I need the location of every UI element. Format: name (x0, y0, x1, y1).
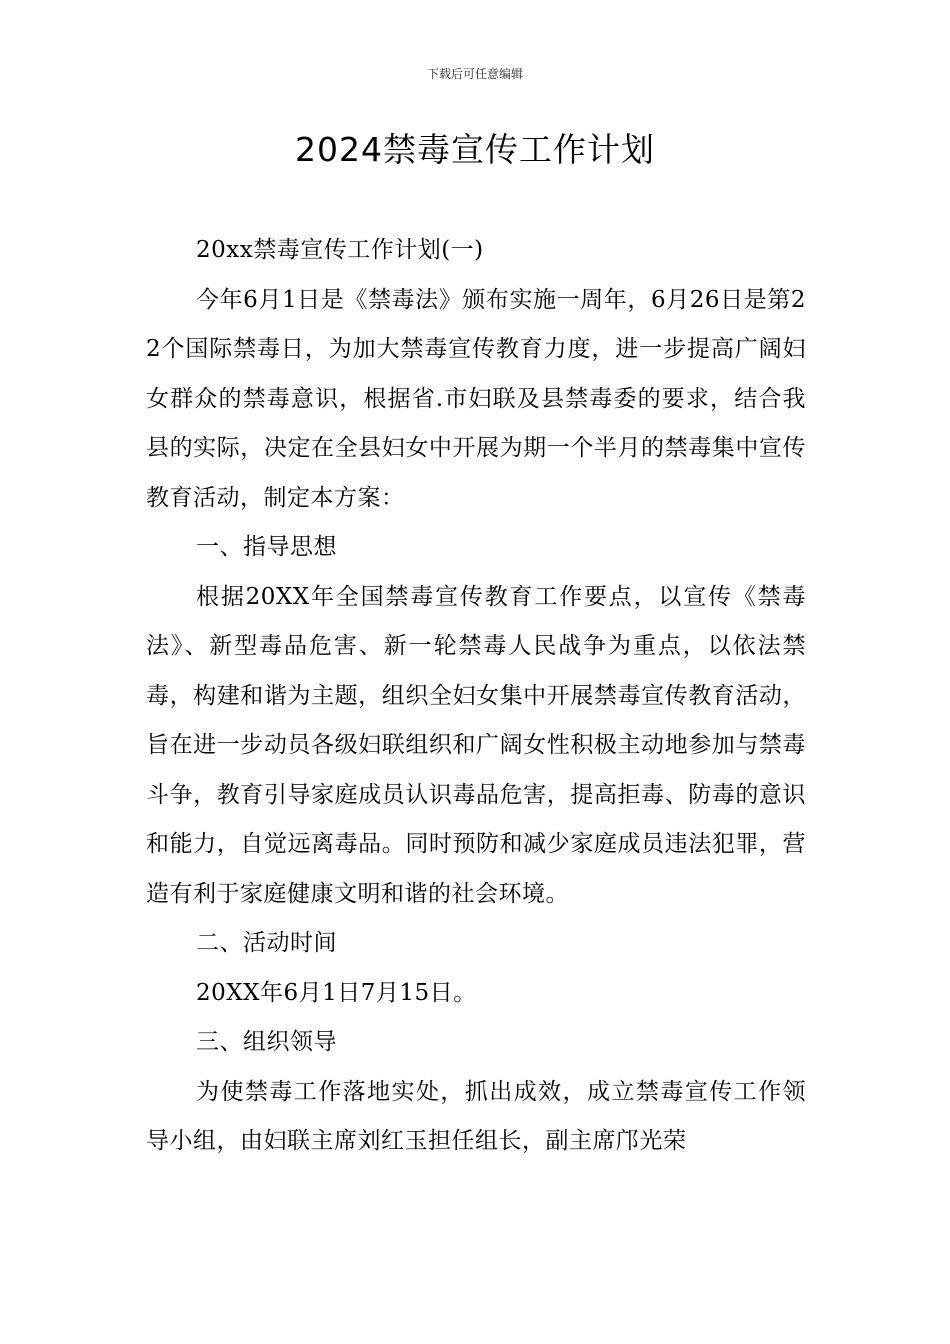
section-heading-activity-time: 二、活动时间 (196, 930, 337, 956)
subtitle-paragraph: 20xx禁毒宣传工作计划(一) (196, 237, 484, 263)
section-heading-organization: 三、组织领导 (196, 1029, 337, 1055)
guiding-ideology-paragraph: 根据20XX年全国禁毒宣传教育工作要点，以宣传《禁毒法》、新型毒品危害、新一轮禁毒人民战争为重点，以依法禁毒，构建和谐为主题，组织全妇女集中开展禁毒宣传教育活动，旨在进一步动员各级妇联组织和广阔女性积极主动地参加与禁毒斗争，教育引导家庭成员认识毒品危害，提高拒毒、防毒的意识和能力，自觉远离毒品。同时预防和减少家庭成员违法犯罪，营造有利于家庭健康文明和谐的社会环境。 (146, 583, 806, 907)
document-body (146, 226, 806, 1167)
organization-paragraph: 为使禁毒工作落地实处，抓出成效，成立禁毒宣传工作领导小组，由妇联主席刘红玉担任组长，副主席邝光荣 (146, 1078, 806, 1154)
section-heading-guiding-ideology: 一、指导思想 (196, 534, 337, 560)
document-title: 2024禁毒宣传工作计划 (295, 130, 655, 169)
activity-time-paragraph: 20XX年6月1日7月15日。 (196, 979, 477, 1006)
intro-paragraph: 今年6月1日是《禁毒法》颁布实施一周年，6月26日是第22个国际禁毒日，为加大禁毒宣传教育力度，进一步提高广阔妇女群众的禁毒意识，根据省.市妇联及县禁毒委的要求，结合我县的实际，决定在全县妇女中开展为期一个半月的禁毒集中宣传教育活动，制定本方案： (146, 286, 806, 511)
header-note: 下载后可任意编辑 (426, 67, 523, 81)
